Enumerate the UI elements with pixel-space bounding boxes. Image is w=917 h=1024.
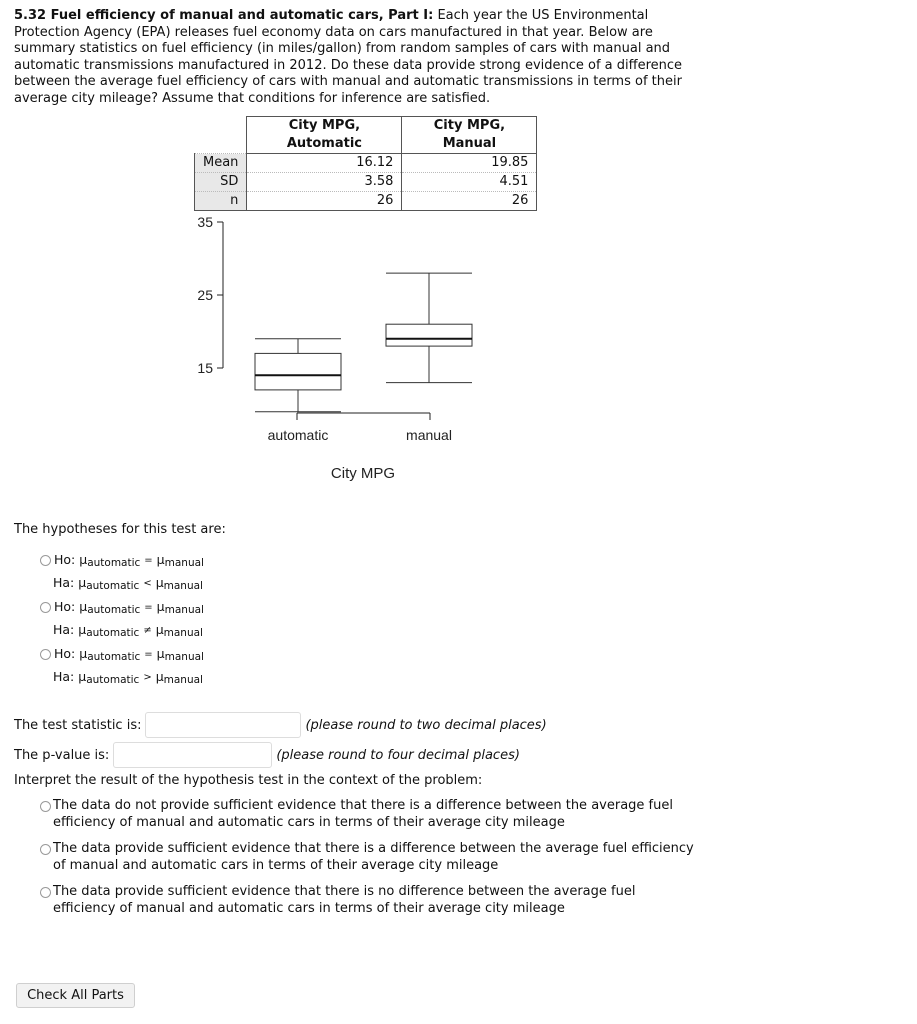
cell-mean-manual: 19.85 — [402, 154, 537, 173]
mu-symbol: μ — [78, 622, 87, 637]
radio-button[interactable] — [40, 602, 51, 613]
ho-line — [40, 597, 204, 620]
problem-statement — [14, 8, 704, 107]
box-automatic-iqr — [255, 353, 341, 390]
col-header-manual: City MPG, Manual — [402, 117, 537, 154]
mu-symbol: μ — [79, 646, 88, 661]
sub-automatic: automatic — [87, 604, 141, 616]
ho-label: Ho: — [54, 599, 76, 614]
mu-symbol: μ — [78, 575, 87, 590]
interpret-option-text: The data provide sufficient evidence that there is a difference between the average fuel efficiency of manual and automatic cars in terms of their average city mileage — [53, 841, 694, 873]
test-statistic-hint: (please round to two decimal places) — [305, 717, 547, 733]
cell-sd-manual: 4.51 — [402, 173, 537, 192]
mu-symbol: μ — [155, 622, 164, 637]
sub-automatic: automatic — [87, 651, 141, 663]
mu-symbol: μ — [78, 669, 87, 684]
ho-operator: = — [144, 602, 153, 613]
x-tick-label-automatic: automatic — [267, 427, 329, 443]
boxplot-chart — [180, 205, 510, 490]
sub-manual: manual — [163, 674, 203, 686]
hypothesis-option-3[interactable] — [40, 644, 204, 690]
radio-button[interactable] — [40, 887, 51, 898]
problem-title: 5.32 Fuel efficiency of manual and automatic cars, Part I: — [14, 8, 434, 23]
sub-automatic: automatic — [86, 580, 140, 592]
sub-automatic: automatic — [86, 627, 140, 639]
test-statistic-row — [14, 712, 547, 738]
interpret-option-3[interactable] — [40, 884, 700, 917]
interpret-option-2[interactable] — [40, 841, 700, 874]
mu-symbol: μ — [156, 646, 165, 661]
ho-line — [40, 550, 204, 573]
problem-text: Each year the US Environmental Protection Agency (EPA) releases fuel economy data on cars manufactured in that year. Below are summary statistics on fuel efficiency (in miles/gallon) from random samples of cars with manual and automatic transmissions manufactured in 2012. Do these data provide strong evidence of a difference between the average fuel efficiency of cars with manual and automatic transmissions in terms of their average city mileage? Assume that conditions for inference are satisfied. — [14, 8, 683, 106]
hypothesis-option-1[interactable] — [40, 550, 204, 596]
table-corner — [195, 117, 247, 154]
cell-n-manual: 26 — [402, 192, 537, 211]
x-tick-label-manual: manual — [406, 427, 452, 443]
p-value-input[interactable] — [113, 742, 272, 768]
cell-n-automatic: 26 — [247, 192, 402, 211]
radio-button[interactable] — [40, 649, 51, 660]
ho-label: Ho: — [54, 552, 76, 567]
ha-operator: > — [143, 672, 152, 683]
sub-manual: manual — [164, 557, 204, 569]
sub-manual: manual — [164, 651, 204, 663]
ha-label: Ha: — [53, 669, 75, 684]
test-statistic-input[interactable] — [145, 712, 301, 738]
mu-symbol: μ — [155, 669, 164, 684]
y-tick-label: 35 — [197, 214, 213, 230]
summary-table — [194, 116, 537, 211]
ho-line — [40, 644, 204, 667]
p-value-row — [14, 742, 520, 768]
ho-operator: = — [144, 555, 153, 566]
y-tick-label: 25 — [197, 287, 213, 303]
sub-manual: manual — [164, 604, 204, 616]
table-row — [195, 154, 537, 173]
mu-symbol: μ — [156, 552, 165, 567]
row-label-n: n — [195, 192, 247, 211]
row-label-sd: SD — [195, 173, 247, 192]
check-all-parts-button[interactable]: Check All Parts — [16, 983, 135, 1008]
interpret-option-text: The data do not provide sufficient evidence that there is a difference between the average fuel efficiency of manual and automatic cars in terms of their average city mileage — [53, 798, 673, 830]
row-label-mean: Mean — [195, 154, 247, 173]
table-row — [195, 173, 537, 192]
hypothesis-option-2[interactable] — [40, 597, 204, 643]
mu-symbol: μ — [155, 575, 164, 590]
ha-operator: < — [143, 578, 152, 589]
test-statistic-label: The test statistic is: — [14, 717, 142, 733]
table-header-row — [195, 117, 537, 154]
ha-label: Ha: — [53, 622, 75, 637]
ho-operator: = — [144, 649, 153, 660]
ha-line — [40, 667, 204, 690]
sub-manual: manual — [163, 580, 203, 592]
p-value-label: The p-value is: — [14, 747, 110, 763]
radio-button[interactable] — [40, 844, 51, 855]
ha-label: Ha: — [53, 575, 75, 590]
interpret-prompt: Interpret the result of the hypothesis test in the context of the problem: — [14, 773, 483, 788]
cell-mean-automatic: 16.12 — [247, 154, 402, 173]
interpret-option-1[interactable] — [40, 798, 700, 831]
mu-symbol: μ — [156, 599, 165, 614]
radio-button[interactable] — [40, 801, 51, 812]
ha-operator: ≠ — [143, 625, 152, 636]
y-tick-label: 15 — [197, 360, 213, 376]
ha-line — [40, 620, 204, 643]
sub-automatic: automatic — [86, 674, 140, 686]
sub-manual: manual — [163, 627, 203, 639]
mu-symbol: μ — [79, 552, 88, 567]
radio-button[interactable] — [40, 555, 51, 566]
x-axis-label: City MPG — [330, 465, 396, 482]
box-manual-iqr — [386, 324, 472, 346]
mu-symbol: μ — [79, 599, 88, 614]
interpret-option-text: The data provide sufficient evidence that there is no difference between the average fuel efficiency of manual and automatic cars in terms of their average city mileage — [53, 884, 636, 916]
col-header-automatic: City MPG, Automatic — [247, 117, 402, 154]
sub-automatic: automatic — [87, 557, 141, 569]
ho-label: Ho: — [54, 646, 76, 661]
ha-line — [40, 573, 204, 596]
cell-sd-automatic: 3.58 — [247, 173, 402, 192]
hypotheses-prompt: The hypotheses for this test are: — [14, 522, 226, 537]
p-value-hint: (please round to four decimal places) — [276, 747, 520, 763]
